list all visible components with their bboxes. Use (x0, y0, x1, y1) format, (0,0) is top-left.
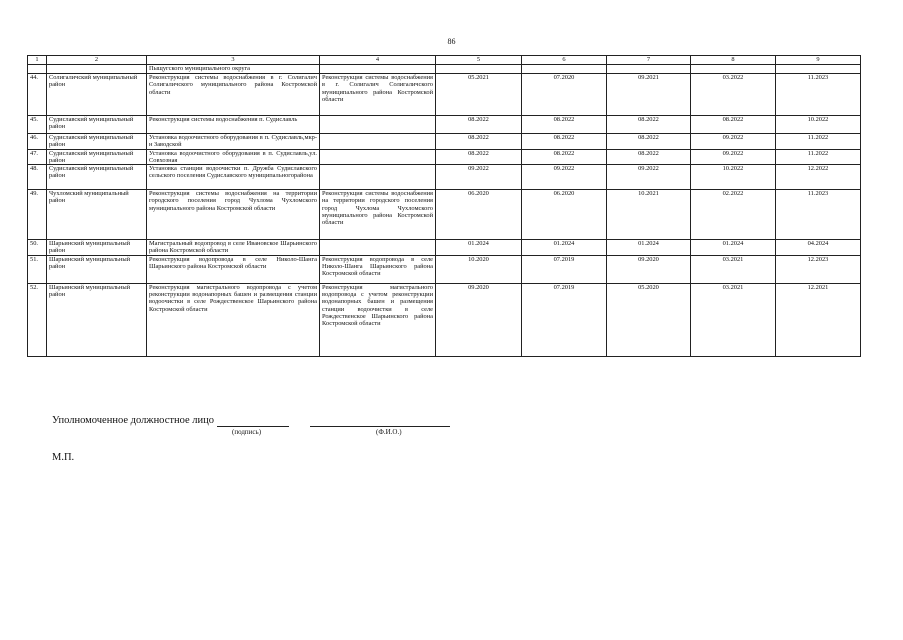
date-cell: 10.2022 (691, 165, 776, 190)
schedule-table (27, 55, 861, 357)
object-name-cell: Реконструкция системы водоснабжения в г. Солигалич Солигаличского муниципального района Костромской области (147, 74, 320, 116)
date-cell: 11.2022 (776, 149, 861, 165)
header-cell: 9 (776, 56, 861, 65)
date-cell: 03.2022 (691, 74, 776, 116)
date-cell: 08.2022 (522, 116, 607, 134)
row-number-cell: 52. (28, 283, 47, 356)
table-row (28, 190, 861, 240)
date-cell: 01.2024 (436, 240, 522, 256)
date-cell: 09.2022 (691, 134, 776, 150)
signature-block (52, 415, 214, 426)
date-cell: 12.2022 (776, 165, 861, 190)
date-cell: 11.2022 (776, 134, 861, 150)
date-cell: 09.2022 (691, 149, 776, 165)
date-cell: 11.2023 (776, 190, 861, 240)
date-cell: 12.2023 (776, 255, 861, 283)
row-number-cell: 49. (28, 190, 47, 240)
date-cell: 05.2021 (436, 74, 522, 116)
date-cell: 08.2022 (522, 149, 607, 165)
date-cell: 08.2022 (436, 134, 522, 150)
date-cell: 05.2020 (607, 283, 691, 356)
project-name-cell (320, 134, 436, 150)
district-cell: Шарьинский муниципальный район (47, 240, 147, 256)
district-cell: Судиславский муниципальный район (47, 116, 147, 134)
project-name-cell (320, 116, 436, 134)
row-number-cell: 44. (28, 74, 47, 116)
date-cell: 08.2022 (436, 149, 522, 165)
date-cell: 03.2021 (691, 255, 776, 283)
table-row (28, 240, 861, 256)
district-cell: Судиславский муниципальный район (47, 165, 147, 190)
name-line (310, 426, 450, 427)
district-cell: Шарьинский муниципальный район (47, 255, 147, 283)
page-number: 86 (447, 37, 456, 46)
table-row (28, 165, 861, 190)
date-cell: 01.2024 (607, 240, 691, 256)
date-cell: 12.2021 (776, 283, 861, 356)
date-cell: 10.2020 (436, 255, 522, 283)
date-cell (436, 65, 522, 74)
date-cell: 08.2022 (607, 116, 691, 134)
date-cell: 01.2024 (522, 240, 607, 256)
row-number-cell (28, 65, 47, 74)
date-cell: 10.2022 (776, 116, 861, 134)
header-cell: 2 (47, 56, 147, 65)
header-cell: 8 (691, 56, 776, 65)
date-cell (691, 65, 776, 74)
date-cell: 06.2020 (522, 190, 607, 240)
row-number-cell: 50. (28, 240, 47, 256)
row-number-cell: 48. (28, 165, 47, 190)
district-cell: Чухломский муниципальный район (47, 190, 147, 240)
header-cell: 3 (147, 56, 320, 65)
object-name-cell: Реконструкция системы водоснабжения п. Судиславль (147, 116, 320, 134)
header-cell: 1 (28, 56, 47, 65)
row-number-cell: 47. (28, 149, 47, 165)
date-cell: 08.2022 (607, 149, 691, 165)
table-row (28, 134, 861, 150)
date-cell: 07.2019 (522, 255, 607, 283)
table-row (28, 116, 861, 134)
header-cell: 6 (522, 56, 607, 65)
row-number-cell: 46. (28, 134, 47, 150)
date-cell (522, 65, 607, 74)
table-row (28, 283, 861, 356)
date-cell: 10.2021 (607, 190, 691, 240)
date-cell: 08.2022 (607, 134, 691, 150)
object-name-cell: Установка станции водоочистки п. Дружба Судиславского сельского поселения Судиславского муниципальногорайона (147, 165, 320, 190)
signature-label: Уполномоченное должностное лицо (52, 415, 214, 426)
object-name-cell: Реконструкция магистрального водопровода с учетом реконструкции водонапорных башен и размещения станции водоочистки в селе Рождественское Шарьинского района Костромской области (147, 283, 320, 356)
date-cell: 09.2022 (607, 165, 691, 190)
project-name-cell: Реконструкция системы водоснабжения в г. Солигалич Солигаличского муниципального района Костромской области (320, 74, 436, 116)
project-name-cell: Реконструкция магистрального водопровода с учетом реконструкции водонапорных башен и размещения станции водоочистки в селе Рождественское Шарьинского района Костромской области (320, 283, 436, 356)
date-cell: 11.2023 (776, 74, 861, 116)
district-cell: Судиславский муниципальный район (47, 149, 147, 165)
project-name-cell: Реконструкция системы водоснабжения на территории городского поселения город Чухлома Чухломского муниципального района Костромской области (320, 190, 436, 240)
date-cell: 09.2022 (436, 165, 522, 190)
project-name-cell (320, 165, 436, 190)
date-cell: 07.2020 (522, 74, 607, 116)
object-name-cell: Реконструкция водопровода в селе Николо-Шанга Шарьинского района Костромской области (147, 255, 320, 283)
date-cell: 06.2020 (436, 190, 522, 240)
date-cell: 09.2022 (522, 165, 607, 190)
date-cell: 09.2020 (607, 255, 691, 283)
date-cell: 08.2022 (522, 134, 607, 150)
project-name-cell (320, 149, 436, 165)
table-row (28, 65, 861, 74)
project-name-cell (320, 240, 436, 256)
table-row (28, 74, 861, 116)
district-cell: Судиславский муниципальный район (47, 134, 147, 150)
district-cell: Шарьинский муниципальный район (47, 283, 147, 356)
project-name-cell (320, 65, 436, 74)
row-number-cell: 51. (28, 255, 47, 283)
object-name-cell: Установка водоочистного оборудования в п. Судиславль,ул. Совхозная (147, 149, 320, 165)
date-cell: 08.2022 (436, 116, 522, 134)
date-cell: 08.2022 (691, 116, 776, 134)
stamp-label: М.П. (52, 452, 75, 463)
date-cell (776, 65, 861, 74)
name-caption: (Ф.И.О.) (376, 428, 402, 436)
table-row (28, 255, 861, 283)
object-name-cell: Магистральный водопровод в селе Ивановское Шарьинского района Костромской области (147, 240, 320, 256)
date-cell: 09.2021 (607, 74, 691, 116)
date-cell: 02.2022 (691, 190, 776, 240)
header-cell: 7 (607, 56, 691, 65)
date-cell: 07.2019 (522, 283, 607, 356)
signature-caption: (подпись) (232, 428, 262, 436)
object-name-cell: Пыщугского муниципального округа (147, 65, 320, 74)
signature-line (217, 426, 289, 427)
date-cell: 04.2024 (776, 240, 861, 256)
object-name-cell: Установка водоочистного оборудования в п. Судиславль,мкр-н Заводской (147, 134, 320, 150)
date-cell (607, 65, 691, 74)
date-cell: 09.2020 (436, 283, 522, 356)
header-cell: 5 (436, 56, 522, 65)
district-cell: Солигаличский муниципальный район (47, 74, 147, 116)
date-cell: 03.2021 (691, 283, 776, 356)
row-number-cell: 45. (28, 116, 47, 134)
header-cell: 4 (320, 56, 436, 65)
table-header-row (28, 56, 861, 65)
district-cell (47, 65, 147, 74)
date-cell: 01.2024 (691, 240, 776, 256)
object-name-cell: Реконструкция системы водоснабжения на территории городского поселения город Чухлома Чухломского муниципального района Костромской области (147, 190, 320, 240)
project-name-cell: Реконструкция водопровода в селе Николо-Шанга Шарьинского района Костромской области (320, 255, 436, 283)
table-row (28, 149, 861, 165)
